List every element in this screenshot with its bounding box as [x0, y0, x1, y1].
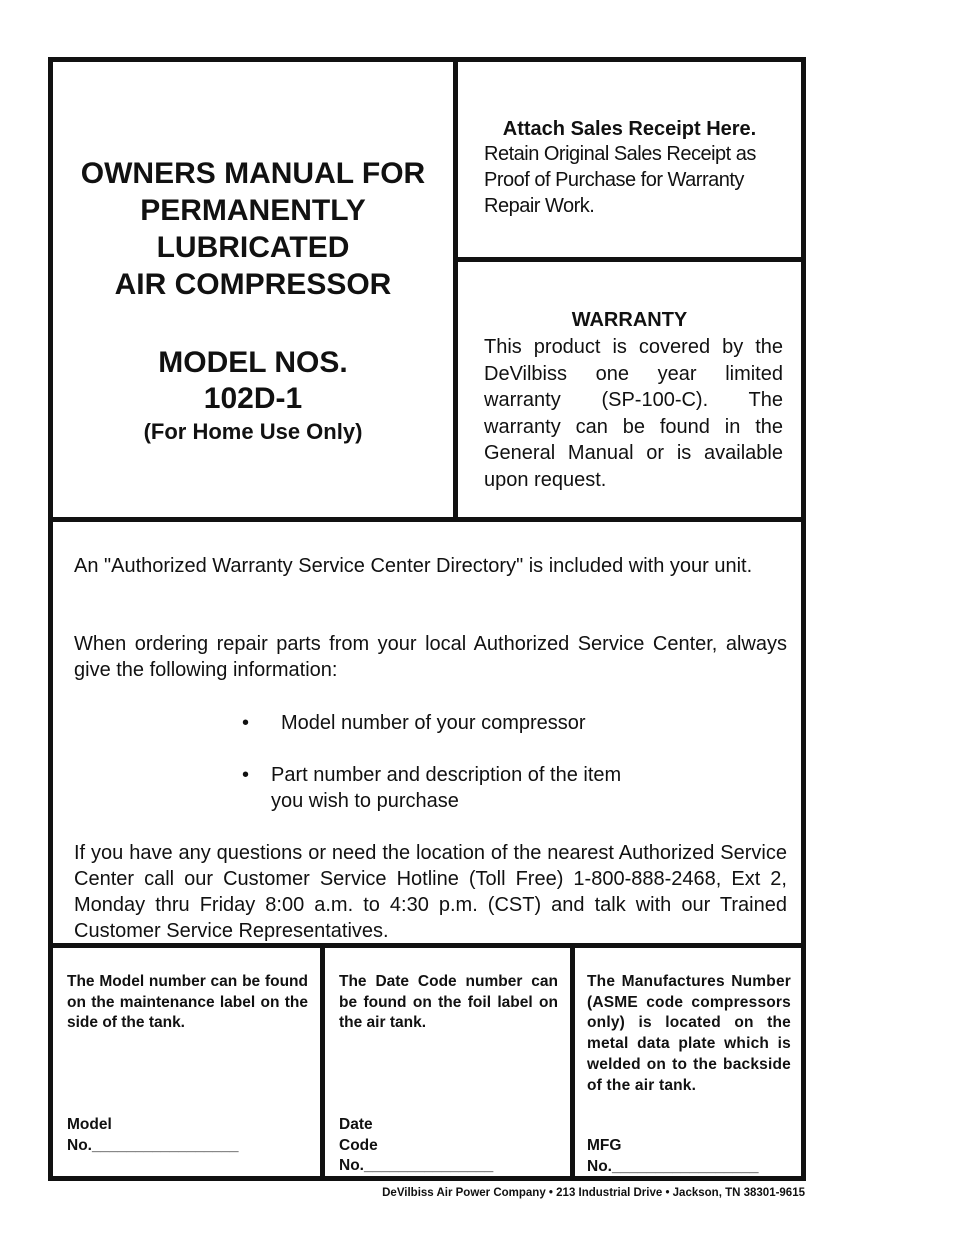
model-number: 102D-1 [203, 382, 303, 415]
warranty-heading: WARRANTY [571, 309, 688, 331]
model-heading [53, 345, 453, 417]
date-code-description: The Date Code number can be found on the foil label on the air tank. [339, 973, 558, 1032]
receipt-heading: Attach Sales Receipt Here. [502, 118, 757, 140]
model-number-label [67, 1115, 312, 1156]
warranty-panel [458, 262, 801, 517]
model-number-blank: No._________________ [67, 1136, 239, 1154]
sales-receipt-panel [458, 62, 801, 262]
mfg-number-box [575, 948, 801, 1176]
bullet-icon: • [242, 712, 250, 734]
title-line-4: AIR COMPRESSOR [114, 268, 392, 301]
mfg-number-blank: No._________________ [587, 1157, 759, 1175]
title-line-3: LUBRICATED [156, 231, 350, 264]
model-label: MODEL NOS. [158, 346, 348, 379]
warranty-text: This product is covered by the DeVilbiss one year limited warranty (SP-100-C). The warranty can be found in the General Manual or is available upon request. [484, 336, 783, 491]
manual-title [53, 155, 453, 303]
company-address-footer: DeVilbiss Air Power Company • 213 Industrial Drive • Jackson, TN 38301-9615 [382, 1187, 805, 1199]
bullet-icon: • [242, 764, 250, 786]
number-info-row [53, 948, 801, 1176]
model-number-description: The Model number can be found on the maintenance label on the side of the tank. [67, 973, 308, 1032]
title-panel [53, 62, 458, 517]
bullet-text: Model number of your compressor [281, 712, 586, 734]
bullet-text-continued: you wish to purchase [271, 790, 459, 812]
hotline-paragraph: If you have any questions or need the location of the nearest Authorized Service Center call our Customer Service Hotline (Toll Free) 1-800-888-2468, Ext 2, Monday thru Friday 8:00 a.m. to 4:30 p.m. (CST) and talk with our Trained Customer Service Representatives. [74, 842, 787, 942]
manual-cover-frame [48, 57, 806, 1181]
list-item [242, 762, 621, 814]
date-code-blank: No._______________ [339, 1157, 494, 1175]
date-code-label [339, 1115, 562, 1177]
label-line: Code [339, 1136, 378, 1154]
label-line: MFG [587, 1137, 622, 1154]
title-line-2: PERMANENTLY [140, 194, 366, 227]
directory-paragraph: An "Authorized Warranty Service Center Directory" is included with your unit. [74, 555, 753, 577]
use-note: (For Home Use Only) [143, 419, 363, 444]
mfg-number-description: The Manufactures Number (ASME code compressors only) is located on the metal data plate which is welded on to the backside of the air tank. [587, 973, 791, 1094]
bullet-text: Part number and description of the item [271, 764, 622, 786]
title-line-1: OWNERS MANUAL FOR [80, 157, 426, 190]
date-code-box [325, 948, 575, 1176]
ordering-paragraph: When ordering repair parts from your local Authorized Service Center, always give the following information: [74, 633, 787, 681]
label-line: Model [67, 1116, 112, 1133]
service-info-panel [53, 517, 801, 948]
mfg-number-label [587, 1136, 793, 1177]
model-number-box [53, 948, 325, 1176]
label-line: Date [339, 1116, 373, 1133]
receipt-instructions: Retain Original Sales Receipt as Proof of Purchase for Warranty Repair Work. [484, 143, 756, 217]
list-item [242, 710, 586, 736]
